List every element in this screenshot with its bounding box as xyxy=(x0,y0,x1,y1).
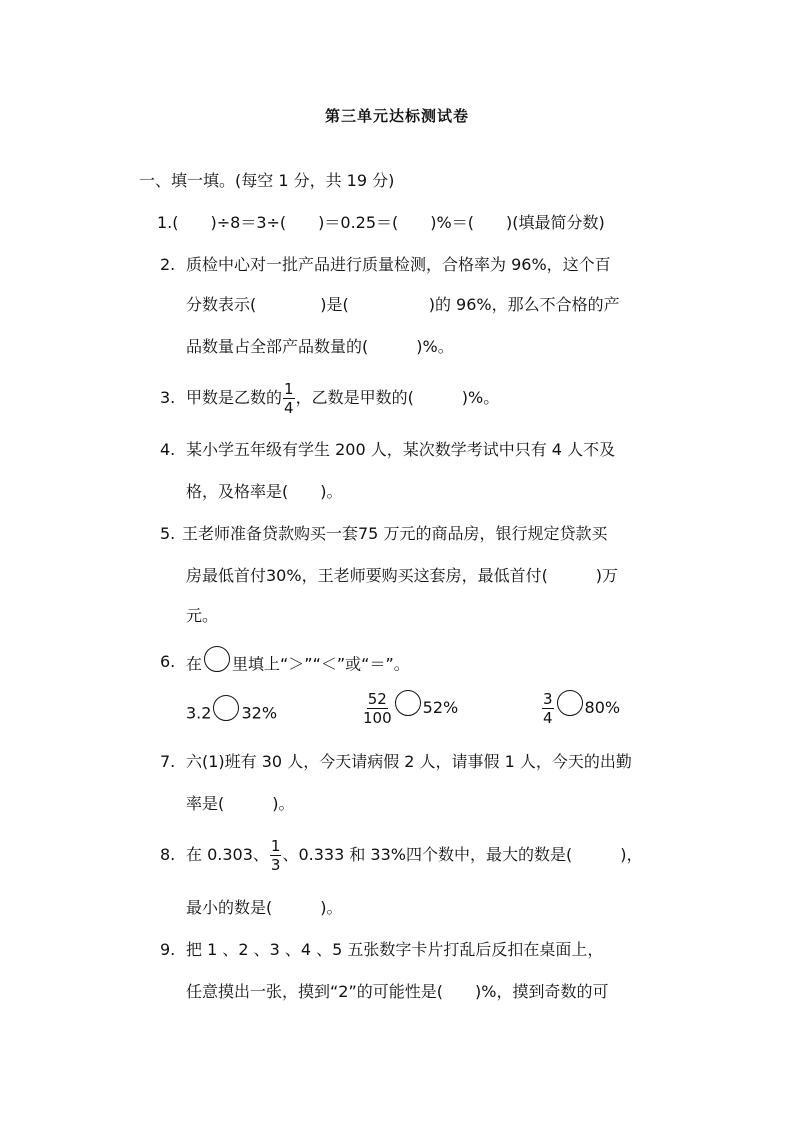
question-6-text-before: 在 xyxy=(186,654,203,674)
question-5-line-2: 房最低首付30%，王老师要购买这套房，最低首付( )万 xyxy=(186,566,619,585)
comparison-2-right: 52% xyxy=(422,698,459,717)
fraction-numerator: 1 xyxy=(284,380,294,398)
fraction-three-quarters xyxy=(542,691,554,726)
question-1: 1.( )÷8＝3÷( )＝0.25＝( )%＝( )(填最简分数) xyxy=(157,213,605,232)
comparison-2 xyxy=(362,686,458,730)
question-8-text-before: 在 0.303、 xyxy=(186,845,269,864)
question-8-text-after: 、0.333 和 33%四个数中，最大的数是( )， xyxy=(282,845,643,864)
fraction-denominator: 3 xyxy=(270,856,281,874)
page-title: 第三单元达标测试卷 xyxy=(324,107,469,125)
question-8 xyxy=(186,833,642,877)
question-6-text-after: 里填上“＞”“＜”或“＝”。 xyxy=(232,654,410,674)
question-7-line-2: 率是( )。 xyxy=(186,794,295,813)
question-8-number: 8. xyxy=(160,845,176,864)
comparison-1-right: 32% xyxy=(241,703,278,723)
comparison-3-right: 80% xyxy=(584,698,621,717)
question-2-line-3: 品数量占全部产品数量的( )%。 xyxy=(186,337,454,356)
question-9-number: 9. xyxy=(160,940,176,959)
fraction-denominator: 4 xyxy=(543,709,553,727)
fraction-one-third xyxy=(270,838,282,873)
fraction-one-quarter xyxy=(283,381,295,416)
question-7-number: 7. xyxy=(160,752,176,771)
comparison-3 xyxy=(541,686,620,730)
fraction-numerator: 3 xyxy=(543,690,553,708)
question-7-line-1: 六(1)班有 30 人，今天请病假 2 人，请事假 1 人，今天的出勤 xyxy=(186,752,632,771)
comparison-1 xyxy=(186,701,277,727)
question-6 xyxy=(186,652,410,678)
question-4-line-2: 格，及格率是( )。 xyxy=(186,482,343,501)
question-9-line-2: 任意摸出一张，摸到“2”的可能性是( )%，摸到奇数的可 xyxy=(186,982,609,1001)
question-8-line-2: 最小的数是( )。 xyxy=(186,898,343,917)
question-3 xyxy=(186,376,499,420)
fraction-denominator: 4 xyxy=(284,399,294,417)
question-5-number: 5. xyxy=(160,524,176,543)
comparison-2-circle[interactable] xyxy=(395,690,421,716)
fraction-denominator: 100 xyxy=(363,709,392,727)
question-3-text-before: 甲数是乙数的 xyxy=(186,388,283,407)
question-9-line-1: 把 1 、2 、3 、4 、5 五张数字卡片打乱后反扣在桌面上， xyxy=(186,940,604,959)
question-4-number: 4. xyxy=(160,440,176,459)
comparison-1-left: 3.2 xyxy=(186,703,212,723)
question-2-line-1: 质检中心对一批产品进行质量检测，合格率为 96%，这个百 xyxy=(186,255,611,274)
question-3-number: 3. xyxy=(160,388,176,407)
fraction-numerator: 52 xyxy=(367,690,387,708)
section-heading: 一、填一填。(每空 1 分，共 19 分) xyxy=(139,171,395,190)
question-4-line-1: 某小学五年级有学生 200 人，某次数学考试中只有 4 人不及 xyxy=(186,440,616,459)
comparison-circle-icon xyxy=(204,646,230,672)
question-3-text-after: ，乙数是甲数的( )%。 xyxy=(295,388,500,407)
fraction-52-100 xyxy=(363,691,392,726)
comparison-1-circle[interactable] xyxy=(213,695,239,721)
question-5-line-1: 王老师准备贷款购买一套75 万元的商品房，银行规定贷款买 xyxy=(182,524,608,543)
question-5-line-3: 元。 xyxy=(186,606,219,625)
question-2-line-2: 分数表示( )是( )的 96%，那么不合格的产 xyxy=(186,295,620,314)
fraction-numerator: 1 xyxy=(270,837,281,855)
comparison-3-circle[interactable] xyxy=(557,690,583,716)
question-6-number: 6. xyxy=(160,652,176,671)
question-2-number: 2. xyxy=(160,255,176,274)
